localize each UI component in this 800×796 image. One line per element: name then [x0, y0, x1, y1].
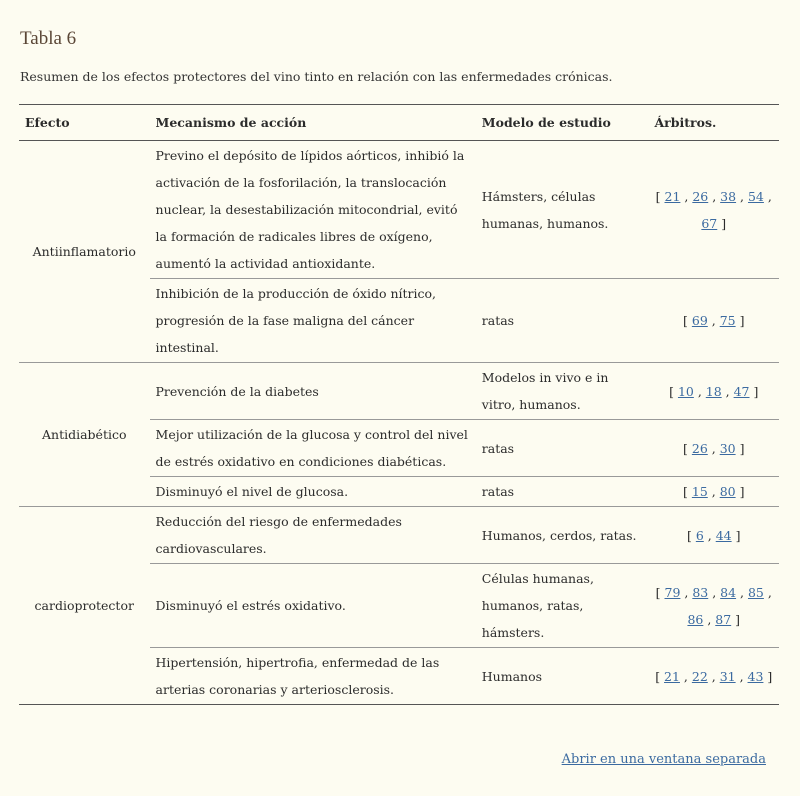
mechanism-cell: Prevención de la diabetes — [150, 363, 476, 420]
reference-link[interactable]: 43 — [747, 668, 764, 684]
mechanism-cell: Previno el depósito de lípidos aórticos, inhibió la activación de la fosforilación, la translocación nuclear, la desestabilización mitocondrial, evitó la formación de radicales libres de oxígeno, aumentó la actividad antioxidante. — [155, 148, 465, 271]
table-row — [19, 141, 779, 279]
reference-link[interactable]: 21 — [664, 188, 681, 204]
reference-link[interactable]: 80 — [719, 484, 736, 499]
model-cell: ratas — [476, 477, 649, 507]
reference-link[interactable]: 86 — [687, 611, 704, 627]
refs-cell: [ 10 , 18 , 47 ] — [648, 363, 779, 420]
reference-link[interactable]: 54 — [747, 188, 764, 204]
reference-link[interactable]: 87 — [715, 611, 732, 627]
refs-cell: [ 15 , 80 ] — [648, 477, 779, 507]
reference-link[interactable]: 21 — [664, 668, 680, 684]
reference-link[interactable]: 15 — [691, 484, 708, 499]
reference-link[interactable]: 44 — [715, 527, 732, 543]
mechanism-cell: Inhibición de la producción de óxido nítrico, progresión de la fase maligna del cáncer intestinal. — [150, 279, 476, 363]
reference-link[interactable]: 84 — [720, 584, 737, 600]
table-title: Tabla 6 — [20, 28, 77, 49]
model-cell: Humanos, cerdos, ratas. — [476, 507, 649, 564]
header-refs: Árbitros. — [648, 105, 779, 141]
reference-link[interactable]: 26 — [691, 440, 708, 456]
reference-link[interactable]: 30 — [719, 440, 736, 456]
reference-link[interactable]: 67 — [701, 215, 718, 231]
reference-link[interactable]: 83 — [692, 584, 709, 600]
refs-cell: [ 21 , 22 , 31 , 43 ] — [648, 648, 779, 705]
reference-link[interactable]: 31 — [719, 668, 736, 684]
refs-cell: [ 26 , 30 ] — [648, 420, 779, 477]
reference-link[interactable]: 22 — [691, 668, 708, 684]
reference-link[interactable]: 75 — [719, 313, 736, 328]
model-cell: ratas — [476, 279, 649, 363]
model-cell: Hámsters, células humanas, humanos. — [481, 188, 609, 231]
mechanism-cell: Disminuyó el nivel de glucosa. — [150, 477, 476, 507]
reference-link[interactable]: 79 — [664, 584, 681, 600]
reference-link[interactable]: 26 — [692, 188, 709, 204]
mechanism-cell: Mejor utilización de la glucosa y control del nivel de estrés oxidativo en condiciones diabéticas. — [150, 420, 476, 477]
model-cell: ratas — [476, 420, 649, 477]
header-effect: Efecto — [19, 105, 150, 141]
model-cell: Células humanas, humanos, ratas, hámsters. — [476, 564, 649, 648]
effects-table — [19, 104, 779, 705]
table-row — [19, 363, 779, 420]
refs-cell: [ 6 , 44 ] — [648, 507, 779, 564]
header-model: Modelo de estudio — [476, 105, 649, 141]
header-mechanism: Mecanismo de acción — [150, 105, 476, 141]
reference-link[interactable]: 10 — [677, 383, 694, 399]
reference-link[interactable]: 85 — [747, 584, 764, 600]
reference-link[interactable]: 38 — [720, 188, 737, 204]
mechanism-cell: Hipertensión, hipertrofia, enfermedad de las arterias coronarias y arteriosclerosis. — [150, 648, 476, 705]
refs-cell: [ 69 , 75 ] — [648, 279, 779, 363]
model-cell: Modelos in vivo e in vitro, humanos. — [476, 363, 649, 420]
table-caption: Resumen de los efectos protectores del vino tinto en relación con las enfermedades crónicas. — [20, 69, 613, 84]
reference-link[interactable]: 6 — [695, 527, 704, 543]
reference-link[interactable]: 18 — [705, 383, 722, 399]
effect-cell: cardioprotector — [19, 507, 150, 705]
effect-cell: Antidiabético — [19, 363, 150, 507]
model-cell: Humanos — [476, 648, 649, 705]
reference-link[interactable]: 69 — [691, 313, 708, 328]
table-header-row — [19, 105, 779, 141]
mechanism-cell: Reducción del riesgo de enfermedades cardiovasculares. — [150, 507, 476, 564]
reference-link[interactable]: 47 — [733, 383, 750, 399]
table-row — [19, 507, 779, 564]
effect-cell: Antiinflamatorio — [32, 244, 136, 259]
table-body — [19, 141, 779, 705]
refs-cell: [ 21 , 26 , 38 , 54 , 67 ] — [655, 188, 772, 231]
open-in-separate-window-link[interactable]: Abrir en una ventana separada — [561, 752, 766, 767]
refs-cell: [ 79 , 83 , 84 , 85 , 86 , 87 ] — [648, 564, 779, 648]
mechanism-cell: Disminuyó el estrés oxidativo. — [150, 564, 476, 648]
